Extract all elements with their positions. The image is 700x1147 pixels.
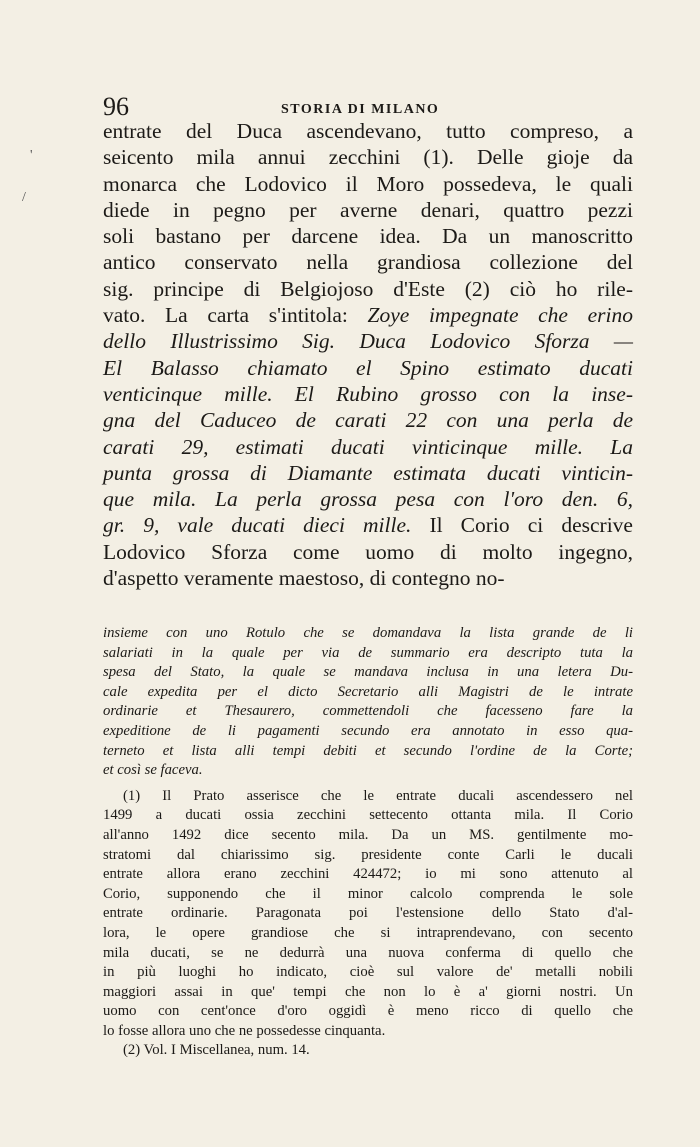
text-line bbox=[103, 539, 633, 565]
text-run: Il Corio ci descrive bbox=[411, 513, 633, 538]
text-run: diede in pegno per averne denari, quattro pezzi bbox=[103, 197, 633, 222]
footnote-line: 1499 a ducati ossia zecchini settecento ottanta mila. Il Corio bbox=[103, 807, 633, 824]
text-run: entrate del Duca ascendevano, tutto compreso, a bbox=[103, 119, 633, 143]
text-run: d'aspetto veramente maestoso, di contegno no- bbox=[103, 566, 505, 591]
main-text bbox=[103, 118, 633, 591]
page-number: 96 bbox=[103, 92, 129, 121]
footnote-2: (2) Vol. I Miscellanea, num. 14. bbox=[123, 1042, 310, 1059]
text-line bbox=[103, 407, 633, 433]
text-run: vato. La carta s'intitola: bbox=[103, 303, 348, 328]
text-run: carati 29, estimati ducati vinticinque mille. La bbox=[103, 434, 633, 459]
footnote-line: salariati in la quale per via de summario era descripto tuta la bbox=[103, 644, 633, 661]
text-line bbox=[103, 512, 633, 538]
footnote-line: cale expedita per el dicto Secretario alli Magistri de le intrate bbox=[103, 683, 633, 700]
footnote-line: insieme con uno Rotulo che se domandava la lista grande de li bbox=[103, 625, 633, 641]
footnote-line: (1) Il Prato asserisce che le entrate ducali ascendessero nel bbox=[123, 787, 633, 804]
margin-mark: / bbox=[22, 190, 26, 205]
text-line bbox=[103, 565, 633, 591]
text-line bbox=[103, 171, 633, 197]
text-line bbox=[103, 223, 633, 249]
text-line bbox=[103, 144, 633, 170]
text-run: gr. 9, vale ducati dieci mille. bbox=[103, 513, 412, 538]
text-run: punta grossa di Diamante estimata ducati vinticin- bbox=[103, 460, 633, 485]
footnote-line: in più luoghi ho indicato, cioè sul valore de' metalli nobili bbox=[103, 964, 633, 981]
text-run: monarca che Lodovico il Moro possedeva, le quali bbox=[103, 171, 633, 196]
text-line bbox=[103, 434, 633, 460]
footnotes bbox=[103, 624, 633, 1061]
text-run-italic: Zoye impegnate che erino bbox=[347, 303, 633, 328]
margin-mark: ' bbox=[30, 148, 33, 163]
running-head: STORIA DI MILANO bbox=[281, 102, 440, 117]
footnote-line: Corio, supponendo che il minor calcolo comprenda le sole bbox=[103, 885, 633, 902]
text-line bbox=[103, 486, 633, 512]
text-run: El Balasso chiamato el Spino estimato ducati bbox=[103, 355, 633, 380]
text-run: antico conservato nella grandiosa collezione del bbox=[103, 250, 633, 275]
text-run: Lodovico Sforza come uomo di molto ingegno, bbox=[103, 539, 633, 564]
footnote-line: maggiori assai in que' tempi che non lo è a' giorni nostri. Un bbox=[103, 983, 633, 1000]
text-line bbox=[103, 381, 633, 407]
footnote-line: entrate ordinarie. Paragonata poi l'estensione dello Stato d'al- bbox=[103, 905, 633, 922]
text-run: gna del Caduceo de carati 22 con una perla de bbox=[103, 408, 633, 433]
footnote-line: et così se faceva. bbox=[103, 762, 203, 779]
footnote-line: entrate allora erano zecchini 424472; io mi sono attenuto al bbox=[103, 866, 633, 883]
text-line bbox=[103, 355, 633, 381]
text-line bbox=[103, 276, 633, 302]
footnote-line: all'anno 1492 dice secento mila. Da un MS. gentilmente mo- bbox=[103, 826, 633, 843]
text-line bbox=[103, 328, 633, 354]
text-run: venticinque mille. El Rubino grosso con la inse- bbox=[103, 381, 633, 406]
footnote-continuation bbox=[103, 624, 633, 781]
text-line bbox=[103, 302, 633, 328]
text-line bbox=[103, 197, 633, 223]
footnote-line: uomo con cent'once d'oro oggidì è meno ricco di quello che bbox=[103, 1003, 633, 1020]
footnote-line: spesa del Stato, la quale se mandava inclusa in una letera Du- bbox=[103, 664, 633, 681]
footnote-line: ordinarie et Thesaurero, commettendoli che facesseno fare la bbox=[103, 703, 633, 720]
footnote-line: stratomi dal chiarissimo sig. presidente conte Carli le ducali bbox=[103, 846, 633, 863]
text-line bbox=[103, 118, 633, 144]
text-run: seicento mila annui zecchini (1). Delle gioje da bbox=[103, 145, 633, 170]
text-line bbox=[103, 249, 633, 275]
text-run: que mila. La perla grossa pesa con l'oro den. 6, bbox=[103, 487, 633, 512]
footnote-line: lora, le opere grandiose che si intraprendevano, con secento bbox=[103, 924, 633, 941]
text-line bbox=[103, 460, 633, 486]
text-run: sig. principe di Belgiojoso d'Este (2) ciò ho rile- bbox=[103, 276, 633, 301]
footnote-1 bbox=[103, 787, 633, 1042]
text-run: soli bastano per darcene idea. Da un manoscritto bbox=[103, 224, 633, 249]
footnote-line: expeditione de li pagamenti secundo era annotato in esso qua- bbox=[103, 722, 633, 739]
text-run: dello Illustrissimo Sig. Duca Lodovico Sforza — bbox=[103, 329, 633, 354]
footnote-line: terneto et lista alli tempi debiti et secundo l'ordine de la Corte; bbox=[103, 742, 633, 759]
footnote-line: lo fosse allora uno che ne possedesse cinquanta. bbox=[103, 1022, 386, 1039]
footnote-line: mila ducati, se ne dedurrà una nuova conferma di quello che bbox=[103, 944, 633, 961]
